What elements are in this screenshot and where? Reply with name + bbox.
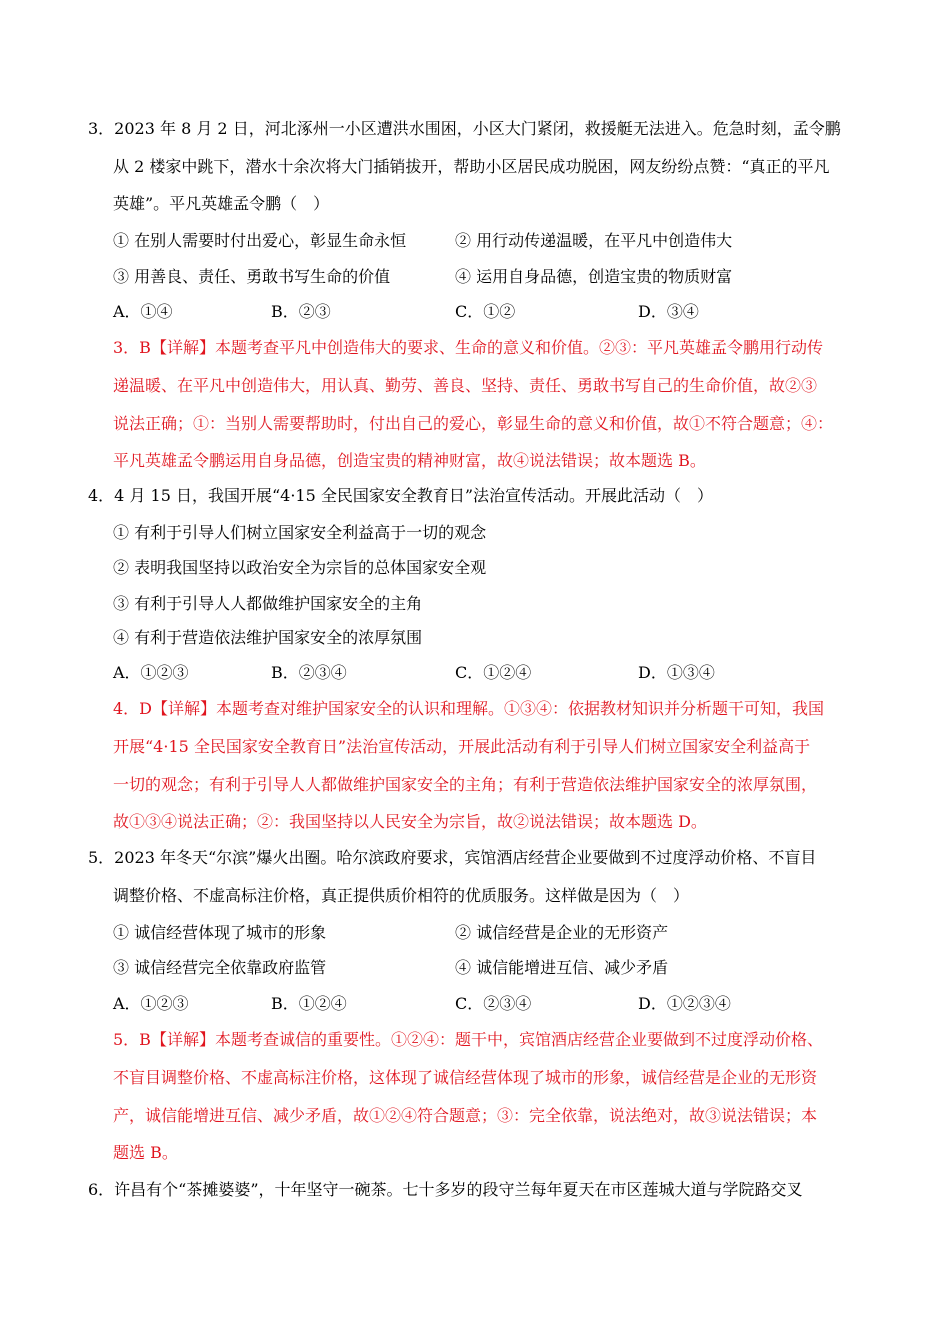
q4-answer-line-1: 4．D【详解】本题考查对维护国家安全的认识和理解。①③④：依据教材知识并分析题干可知，我国 bbox=[113, 699, 825, 718]
q3-item-2: ② 用行动传递温暖，在平凡中创造伟大 bbox=[455, 231, 733, 250]
q3-stem-line-2: 从 2 楼家中跳下，潜水十余次将大门插销拔开，帮助小区居民成功脱困，网友纷纷点赞：“真正的平凡 bbox=[113, 157, 830, 176]
q3-stem-line-1: 3．2023 年 8 月 2 日，河北涿州一小区遭洪水围困，小区大门紧闭，救援艇无法进入。危急时刻，孟令鹏 bbox=[88, 119, 841, 138]
q3-item-3: ③ 用善良、责任、勇敢书写生命的价值 bbox=[113, 267, 391, 286]
q5-choice-c: C．②③④ bbox=[455, 994, 532, 1013]
q4-item-4: ④ 有利于营造依法维护国家安全的浓厚氛围 bbox=[113, 628, 423, 647]
q3-answer-line-1: 3．B【详解】本题考查平凡中创造伟大的要求、生命的意义和价值。②③：平凡英雄孟令鹏用行动传 bbox=[113, 338, 823, 357]
q5-choice-a: A．①②③ bbox=[113, 994, 189, 1013]
q4-item-1: ① 有利于引导人们树立国家安全利益高于一切的观念 bbox=[113, 523, 487, 542]
q4-choice-a: A．①②③ bbox=[113, 663, 189, 682]
q5-answer-line-1: 5．B【详解】本题考查诚信的重要性。①②④：题干中，宾馆酒店经营企业要做到不过度浮动价格、 bbox=[113, 1030, 823, 1049]
q3-answer-line-3: 说法正确；①：当别人需要帮助时，付出自己的爱心，彰显生命的意义和价值，故①不符合题意；④： bbox=[113, 414, 834, 433]
q4-stem-line-1: 4．4 月 15 日，我国开展“4·15 全民国家安全教育日”法治宣传活动。开展此活动（ ） bbox=[88, 486, 714, 505]
q3-answer-line-4: 平凡英雄孟令鹏运用自身品德，创造宝贵的精神财富，故④说法错误；故本题选 B。 bbox=[113, 451, 706, 470]
q5-answer-line-3: 产，诚信能增进互信、减少矛盾，故①②④符合题意；③：完全依靠，说法绝对，故③说法错误；本 bbox=[113, 1106, 818, 1125]
q4-answer-line-4: 故①③④说法正确；②：我国坚持以人民安全为宗旨，故②说法错误；故本题选 D。 bbox=[113, 812, 707, 831]
q4-choice-b: B．②③④ bbox=[271, 663, 347, 682]
q3-answer-line-2: 递温暖、在平凡中创造伟大，用认真、勤劳、善良、坚持、责任、勇敢书写自己的生命价值，故②③ bbox=[113, 376, 818, 395]
q4-answer-line-3: 一切的观念；有利于引导人人都做维护国家安全的主角；有利于营造依法维护国家安全的浓厚氛围， bbox=[113, 775, 818, 794]
q4-item-3: ③ 有利于引导人人都做维护国家安全的主角 bbox=[113, 594, 423, 613]
q5-item-2: ② 诚信经营是企业的无形资产 bbox=[455, 923, 669, 942]
q3-stem-line-3: 英雄”。平凡英雄孟令鹏（ ） bbox=[113, 194, 330, 213]
q3-choice-c: C．①② bbox=[455, 302, 516, 321]
q4-item-2: ② 表明我国坚持以政治安全为宗旨的总体国家安全观 bbox=[113, 558, 487, 577]
q5-item-1: ① 诚信经营体现了城市的形象 bbox=[113, 923, 327, 942]
q3-item-4: ④ 运用自身品德，创造宝贵的物质财富 bbox=[455, 267, 733, 286]
q5-item-4: ④ 诚信能增进互信、减少矛盾 bbox=[455, 958, 669, 977]
q3-choice-d: D．③④ bbox=[638, 302, 699, 321]
q4-answer-line-2: 开展“4·15 全民国家安全教育日”法治宣传活动，开展此活动有利于引导人们树立国家安全利益高于 bbox=[113, 737, 811, 756]
q5-item-3: ③ 诚信经营完全依靠政府监管 bbox=[113, 958, 327, 977]
q5-stem-line-2: 调整价格、不虚高标注价格，真正提供质价相符的优质服务。这样做是因为（ ） bbox=[113, 886, 690, 905]
q5-choice-d: D．①②③④ bbox=[638, 994, 731, 1013]
q3-choice-a: A．①④ bbox=[113, 302, 173, 321]
q3-choice-b: B．②③ bbox=[271, 302, 331, 321]
q5-choice-b: B．①②④ bbox=[271, 994, 347, 1013]
q4-choice-d: D．①③④ bbox=[638, 663, 715, 682]
q5-answer-line-2: 不盲目调整价格、不虚高标注价格，这体现了诚信经营体现了城市的形象，诚信经营是企业的无形资 bbox=[113, 1068, 818, 1087]
q5-answer-line-4: 题选 B。 bbox=[113, 1143, 178, 1162]
q3-item-1: ① 在别人需要时付出爱心，彰显生命永恒 bbox=[113, 231, 407, 250]
q5-stem-line-1: 5．2023 年冬天“尔滨”爆火出圈。哈尔滨政府要求，宾馆酒店经营企业要做到不过度浮动价格、不盲目 bbox=[88, 848, 817, 867]
q4-choice-c: C．①②④ bbox=[455, 663, 532, 682]
q6-stem-line-1: 6．许昌有个“茶摊婆婆”，十年坚守一碗茶。七十多岁的段守兰每年夏天在市区莲城大道与学院路交叉 bbox=[88, 1180, 803, 1199]
